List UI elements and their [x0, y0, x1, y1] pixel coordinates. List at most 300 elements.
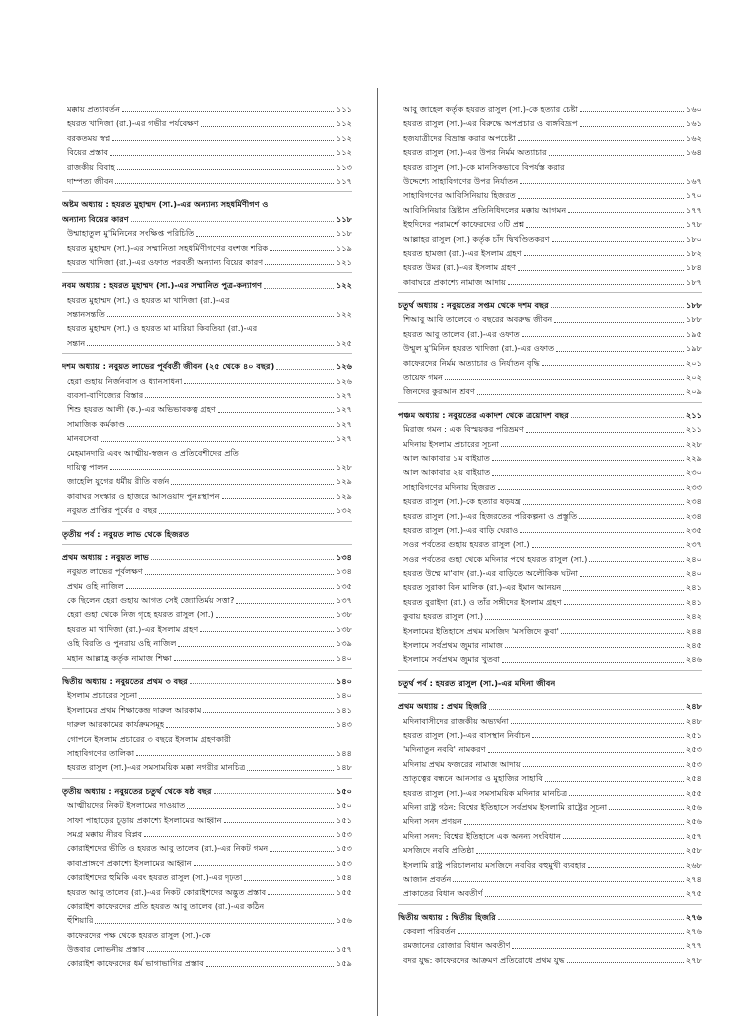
toc-entry[interactable] — [398, 232, 702, 246]
toc-section-heading[interactable] — [398, 910, 702, 924]
toc-page-number: ১২৭ — [336, 404, 352, 415]
toc-entry-title: মেহমানদারি এবং আত্মীয়-স্বজন ও প্রতিবেশীদের প্রতি — [67, 447, 239, 458]
toc-entry-title: ইহুদিদের পরামর্শে কাফেরদের ৩টি প্রশ্ন — [403, 219, 525, 230]
toc-page-number: ২৪০ — [686, 553, 702, 564]
toc-entry[interactable] — [398, 814, 702, 828]
toc-section-heading[interactable] — [62, 359, 352, 373]
dot-leader — [184, 383, 334, 384]
toc-entry-title: সমগ্র মক্কায় নীরব বিপ্লব — [67, 828, 143, 839]
toc-section-heading[interactable] — [62, 784, 352, 798]
toc-entry-title: কাবাপ্রাঙ্গণে প্রকাশ্যে ইসলামের আহ্বান — [67, 857, 192, 868]
toc-entry[interactable] — [62, 174, 352, 188]
dot-leader — [532, 547, 684, 548]
toc-entry[interactable] — [398, 465, 702, 479]
toc-page-number: ১৫৩ — [336, 843, 352, 854]
toc-entry-title: হযরত হামজা (রা.)-এর ইসলাম গ্রহণ — [403, 247, 522, 258]
dot-leader — [131, 221, 334, 222]
toc-page-number: ২৩৭ — [686, 539, 702, 550]
toc-page-number: ২৫৬ — [686, 816, 702, 827]
toc-page-number: ১২৭ — [336, 433, 352, 444]
toc-page-number: ১৬৭ — [686, 175, 702, 186]
toc-entry-title: হযরত উম্মে মা'বাদ (রা.)-এর বাড়িতে অলৌকিক ঘটনা — [403, 568, 578, 579]
toc-page-number: ১৫৪ — [336, 872, 352, 883]
toc-entry[interactable] — [62, 942, 352, 956]
toc-page-number: ১১৯ — [336, 242, 352, 253]
toc-entry-title: হযরত রাসুল (সা.)-এর বাসস্থান নির্বাচন — [403, 730, 531, 740]
toc-section-heading[interactable] — [62, 550, 352, 564]
toc-entry[interactable] — [62, 503, 352, 517]
toc-entry-title: কোরাইশ কাফেরদের ধর্ম ভাগাভাগির প্রস্তাব — [67, 958, 204, 969]
toc-entry-title: মিরাজ গমন : এক বিস্ময়কর পরিভ্রমণ — [403, 424, 524, 435]
toc-page-number: ১২২ — [336, 309, 352, 320]
toc-entry-title: মক্কায় প্রত্যাবর্তন — [67, 103, 120, 114]
toc-page-number: ১৫৫ — [336, 886, 352, 897]
toc-page-number: ১৪০ — [336, 652, 352, 663]
toc-entry[interactable] — [62, 321, 352, 335]
toc-section-heading[interactable] — [62, 212, 352, 226]
toc-page-number: ১৮৭ — [686, 276, 702, 287]
toc-section-heading[interactable] — [62, 674, 352, 688]
toc-entry[interactable] — [398, 145, 702, 159]
toc-entry[interactable] — [62, 116, 352, 130]
toc-entry-title: সন্তানসন্ততি — [67, 309, 105, 320]
toc-entry-title: শিশু হযরত আলী (ক.)-এর অভিভাবকত্ব গ্রহণ — [67, 404, 216, 415]
toc-entry[interactable] — [62, 688, 352, 702]
dot-leader — [492, 475, 684, 476]
toc-entry[interactable] — [62, 241, 352, 255]
toc-entry-title: বরকতময় স্বপ্ন — [67, 132, 111, 143]
toc-page-number: ১৮৮ — [686, 300, 702, 311]
toc-entry-title: হেরা গুহা থেকে নিজ গৃহে হযরত রাসুল (সা.) — [67, 609, 214, 620]
toc-entry[interactable] — [62, 474, 352, 488]
dot-leader — [206, 966, 334, 967]
dot-leader — [203, 712, 334, 713]
toc-entry-title: ইসলামের ইতিহাসে প্রথম মসজিদ 'মসজিদে কুবা' — [403, 625, 559, 636]
toc-page-number: ২৭৮ — [686, 954, 702, 965]
toc-page-number: ১৯৫ — [686, 328, 702, 339]
toc-entry[interactable] — [398, 116, 702, 130]
dot-leader — [196, 236, 334, 237]
toc-page-number: ২৩৩ — [686, 481, 702, 492]
toc-entry[interactable] — [62, 131, 352, 145]
toc-entry[interactable] — [398, 638, 702, 652]
toc-section-heading[interactable] — [398, 676, 702, 690]
toc-page-number: ১২৮ — [336, 461, 352, 472]
toc-entry[interactable] — [398, 953, 702, 967]
dot-leader — [563, 590, 684, 591]
dot-leader — [194, 865, 334, 866]
toc-entry[interactable] — [398, 451, 702, 465]
toc-entry-title: উম্মাহাতুল মু'মিনিনের সংক্ষিপ্ত পরিচিতি — [67, 228, 195, 239]
toc-entry-title: দ্বিতীয় অধ্যায় : নবুয়তের প্রথম ৩ বছর — [62, 676, 188, 687]
dot-leader — [502, 662, 684, 663]
toc-entry[interactable] — [398, 652, 702, 666]
toc-entry[interactable] — [398, 537, 702, 551]
toc-entry[interactable] — [398, 566, 702, 580]
dot-leader — [95, 923, 334, 924]
toc-page-number: ১৮৪ — [686, 262, 702, 273]
dot-leader — [580, 576, 684, 577]
toc-entry[interactable] — [62, 813, 352, 827]
toc-entry-title: উম্মুল মু'মিনিন হযরত খাদিজা (রা.)-এর ওফাত — [403, 343, 555, 354]
dot-leader — [115, 183, 334, 184]
toc-entry[interactable] — [62, 564, 352, 578]
dot-leader — [567, 962, 684, 963]
toc-page-number: ১৪৪ — [336, 748, 352, 758]
dot-leader — [187, 808, 334, 809]
dot-leader — [265, 264, 334, 265]
toc-entry[interactable] — [398, 742, 702, 756]
dot-leader — [453, 881, 684, 882]
toc-entry-title: চতুর্থ পর্ব : হযরত রাসুল (সা.)-এর মদিনা জীবন — [398, 677, 556, 688]
toc-page-number: ১৫৬ — [336, 915, 352, 926]
toc-page-number: ২৪৮ — [686, 715, 702, 726]
toc-page-number: ২৪১ — [686, 596, 702, 607]
toc-entry-title: দশম অধ্যায় : নবুয়ত লাভের পূর্ববর্তী জীবন (২৫ থেকে ৪০ বছর) — [62, 361, 275, 372]
toc-page-number: ১৯৮ — [686, 343, 702, 354]
toc-entry[interactable] — [398, 174, 702, 188]
dot-leader — [609, 809, 684, 810]
toc-entry-title: হযরত রাসুল (সা.)-কে মানসিকভাবে বিপর্যস্ত করার — [403, 161, 565, 172]
toc-entry[interactable] — [398, 102, 702, 116]
toc-entry-title: প্রাকাতের বিধান অবতীর্ণ — [403, 888, 483, 899]
toc-entry[interactable] — [398, 581, 702, 595]
toc-entry-title: আল্লাহর রাসুল (সা.) কর্তৃক চাঁদ দ্বিখণ্ডিতকরণ — [403, 233, 550, 244]
toc-entry-title: বদর যুদ্ধ: কাফেরদের আক্রমণ প্রতিরোধে প্রথম যুদ্ধ — [403, 954, 565, 965]
toc-entry[interactable] — [62, 293, 352, 307]
toc-entry[interactable] — [398, 384, 702, 398]
toc-entry[interactable] — [62, 913, 352, 927]
toc-entry-title: প্রথম ওহি নাজিল — [67, 580, 124, 591]
toc-entry[interactable] — [62, 417, 352, 431]
toc-entry[interactable] — [62, 956, 352, 970]
toc-entry-title: কে ছিলেন হেরা গুহায় আগত সেই জ্যোতির্ময় সত্তা? — [67, 595, 235, 606]
toc-entry[interactable] — [398, 624, 702, 638]
toc-entry[interactable] — [398, 714, 702, 728]
toc-page-number: ২৩০ — [686, 467, 702, 478]
toc-entry[interactable] — [398, 260, 702, 274]
toc-page-number: ১১৭ — [336, 175, 352, 186]
dot-leader — [112, 140, 334, 141]
toc-entry[interactable] — [62, 899, 352, 913]
toc-section-heading[interactable] — [62, 527, 352, 541]
toc-entry[interactable] — [398, 494, 702, 508]
toc-page-number: ১৬০ — [686, 103, 702, 114]
dot-leader — [524, 255, 684, 256]
toc-entry-title: মদিনাবাসীদের রাজকীয় অভ্যর্থনা — [403, 715, 509, 726]
toc-entry[interactable] — [398, 829, 702, 843]
toc-entry[interactable] — [398, 886, 702, 900]
toc-entry-title: জাহেলি যুগের ধর্মীয় রীতি বর্জন — [67, 476, 170, 487]
dot-leader — [488, 752, 685, 753]
toc-entry[interactable] — [62, 760, 352, 774]
toc-entry[interactable] — [62, 841, 352, 855]
toc-page-number: ২৩৪ — [686, 496, 702, 507]
toc-entry[interactable] — [398, 480, 702, 494]
toc-page-number: ১৫৩ — [336, 828, 352, 839]
toc-entry[interactable] — [398, 188, 702, 202]
toc-entry-title: কোরাইশদের হুমিকি এবং হযরত রাসুল (সা.)-এর দৃঢ়তা — [67, 872, 243, 883]
toc-entry[interactable] — [62, 622, 352, 636]
toc-entry[interactable] — [398, 160, 702, 174]
toc-section-heading[interactable] — [398, 699, 702, 713]
dot-leader — [117, 169, 334, 170]
dot-leader — [542, 365, 684, 366]
dot-leader — [505, 647, 684, 648]
toc-page-number: ১৬১ — [686, 118, 702, 129]
toc-entry-title: হযরত উমর (রা.)-এর ইসলাম গ্রহণ — [403, 262, 517, 273]
toc-entry-title: ইসলামে সর্বপ্রথম জুমার খুতবা — [403, 654, 500, 665]
toc-page-number: ১২৭ — [336, 418, 352, 429]
toc-entry[interactable] — [398, 757, 702, 771]
dot-leader — [477, 394, 684, 395]
toc-page-number: ২৭৭ — [686, 940, 702, 951]
toc-entry[interactable] — [398, 203, 702, 217]
toc-entry[interactable] — [62, 402, 352, 416]
toc-entry-title: হযরত রাসুল (সা.)-এর সমসাময়িক মদিনার মানচিত্র — [403, 787, 568, 798]
toc-page-number: ২৫৬ — [686, 801, 702, 812]
dot-leader — [87, 345, 334, 346]
toc-entry[interactable] — [398, 131, 702, 145]
toc-entry[interactable] — [398, 370, 702, 384]
toc-entry[interactable] — [62, 717, 352, 731]
dot-leader — [147, 951, 334, 952]
toc-entry-title: ইসলামি রাষ্ট্র পরিচালনায় মসজিদে নববির বহুমুখী ব্যবহার — [403, 859, 586, 870]
toc-entry-title: কাবাঘরে প্রকাশ্যে নামাজ আদায় — [403, 276, 506, 287]
toc-entry[interactable] — [398, 523, 702, 537]
toc-section-heading[interactable] — [62, 197, 352, 211]
toc-entry[interactable] — [398, 786, 702, 800]
toc-entry[interactable] — [62, 870, 352, 884]
toc-entry[interactable] — [398, 246, 702, 260]
dot-leader — [174, 660, 334, 661]
toc-entry[interactable] — [398, 924, 702, 938]
dot-leader — [512, 948, 684, 949]
dot-leader — [545, 781, 684, 782]
toc-entry-title: তৃতীয় অধ্যায় : নবুয়তের চতুর্থ থেকে ষষ্ঠ বছর — [62, 785, 212, 796]
toc-page-number: ১৩৪ — [336, 551, 352, 562]
toc-entry-title: তায়েফ গমন — [403, 372, 444, 383]
toc-entry-title: কোরাইশদের ভীতি ও হযরত আবু তালেব (রা.)-এর নিকট গমন — [67, 843, 269, 854]
toc-entry-title: মসজিদে নববি প্রতিষ্ঠা — [403, 845, 475, 856]
toc-entry[interactable] — [398, 728, 702, 742]
dot-leader — [458, 933, 684, 934]
toc-section-heading[interactable] — [398, 408, 702, 422]
toc-entry[interactable] — [62, 226, 352, 240]
dot-leader — [523, 766, 684, 767]
dot-leader — [485, 619, 684, 620]
toc-entry[interactable] — [398, 341, 702, 355]
toc-entry-title: কাফেরদের নির্মম অত্যাচার ও নির্যাতন বৃদ্ধি — [403, 357, 540, 368]
toc-entry[interactable] — [398, 437, 702, 451]
toc-page-number: ১৪০ — [336, 690, 352, 701]
dot-leader — [139, 698, 334, 699]
dot-leader — [508, 284, 684, 285]
toc-entry[interactable] — [62, 160, 352, 174]
toc-entry[interactable] — [62, 885, 352, 899]
toc-entry[interactable] — [62, 336, 352, 350]
toc-page-number: ১২৯ — [336, 490, 352, 501]
toc-entry[interactable] — [62, 145, 352, 159]
toc-page-number: ১৩৪ — [336, 566, 352, 577]
toc-entry[interactable] — [62, 431, 352, 445]
toc-entry-title: ইসলামে সর্বপ্রথম জুমার নামাজ — [403, 640, 503, 651]
toc-page-number: ২৩৪ — [686, 510, 702, 521]
toc-entry-title: হযরত রাসুল (সা.)-এর বিরুদ্ধে অপপ্রচার ও ব্যঙ্গবিদ্রূপ — [403, 118, 578, 129]
toc-entry-title: অষ্টম অধ্যায় : হযরত মুহাম্মদ (সা.)-এর অন্যান্য সহধর্মিণীগণ ও — [62, 199, 269, 210]
toc-entry[interactable] — [62, 732, 352, 746]
toc-page-number: ১৭০ — [686, 190, 702, 201]
toc-entry-title: সাফা পাহাড়ের চূড়ায় প্রকাশ্যে ইসলামের আহ্বান — [67, 814, 222, 825]
toc-entry[interactable] — [62, 593, 352, 607]
dot-leader — [178, 646, 334, 647]
toc-entry[interactable] — [62, 579, 352, 593]
toc-entry[interactable] — [62, 798, 352, 812]
toc-entry-title: দ্বিতীয় অধ্যায় : দ্বিতীয় হিজরি — [398, 911, 496, 922]
toc-page-number: ১২৯ — [336, 476, 352, 487]
toc-entry-title: নবুয়ত প্রাপ্তির পূর্বের ৫ বছর — [67, 505, 158, 516]
toc-entry[interactable] — [398, 327, 702, 341]
toc-entry-title: উত্তবার লোভনীয় প্রস্তাব — [67, 944, 145, 955]
toc-entry-title: গোপনে ইসলাম প্রচারের ৩ বছরে ইসলাম গ্রহণকারী — [67, 733, 231, 744]
toc-entry[interactable] — [62, 255, 352, 269]
toc-entry[interactable] — [398, 275, 702, 289]
toc-page-number: ২১১ — [686, 424, 702, 435]
toc-page-number: ২৫৪ — [686, 773, 702, 784]
toc-entry-title: হজযাত্রীদের বিভ্রান্ত করার অপচেষ্টা — [403, 132, 516, 143]
toc-entry-title: সাহাবিগণের আবিসিনিয়ায় হিজরত — [403, 190, 516, 201]
toc-entry[interactable] — [62, 102, 352, 116]
toc-page-number: ১৩৮ — [336, 609, 352, 620]
dot-leader — [518, 140, 684, 141]
toc-entry-title: হযরত আবু তালেব (রা.)-এর ওফাত — [403, 328, 520, 339]
toc-page-number: ২১১ — [686, 409, 702, 420]
toc-entry[interactable] — [62, 446, 352, 460]
dot-leader — [549, 155, 684, 156]
dot-leader — [144, 836, 334, 837]
toc-page-number: ২৪৬ — [686, 654, 702, 665]
toc-entry[interactable] — [398, 356, 702, 370]
toc-entry-title: উদ্দেশ্যে সাহাবিগণের উপর নির্যাতন — [403, 175, 519, 186]
dot-leader — [214, 793, 335, 794]
dot-leader — [247, 770, 334, 771]
toc-entry[interactable] — [62, 307, 352, 321]
toc-entry-title: সওর পর্বতের গুহায় হযরত রাসুল (সা.) — [403, 539, 530, 550]
toc-page-number: ১৬৪ — [686, 147, 702, 158]
toc-entry-title: হযরত রাসুল (সা.)-এর সমসাময়িক মক্কা নগরীর মানচিত্র — [67, 762, 246, 773]
toc-section-heading[interactable] — [398, 298, 702, 312]
toc-page-number: ২০৯ — [686, 386, 702, 397]
toc-entry[interactable] — [398, 312, 702, 326]
toc-entry[interactable] — [62, 651, 352, 665]
toc-page-number: ১৩৯ — [336, 638, 352, 649]
toc-entry[interactable] — [398, 938, 702, 952]
toc-entry[interactable] — [398, 800, 702, 814]
toc-entry-title: হযরত রাসুল (সা.)-কে হত্যার ষড়যন্ত্র — [403, 496, 521, 507]
toc-section-heading[interactable] — [62, 278, 352, 292]
toc-page-number: ১২৬ — [336, 361, 352, 372]
toc-entry[interactable] — [398, 595, 702, 609]
toc-page-number: ১২২ — [336, 280, 352, 291]
toc-page-number: ১২৬ — [336, 375, 352, 386]
toc-entry-title: 'মদিনাতুন নববি' নামকরণ — [403, 744, 486, 755]
dot-leader — [569, 795, 684, 796]
toc-entry[interactable] — [62, 374, 352, 388]
toc-entry-title: ওহি বিরতি ও পুনরায় ওহি নাজিল — [67, 638, 177, 649]
toc-entry-title: মদিনায় প্রথম ফজরের নামাজ আদায় — [403, 758, 521, 769]
toc-page-number: ২৪৫ — [686, 640, 702, 651]
toc-entry-title: হযরত খাদিজা (রা.)-এর গভীর পর্যবেক্ষণ — [67, 118, 199, 129]
toc-page-number: ১১৮ — [336, 228, 352, 239]
dot-leader — [445, 379, 684, 380]
toc-entry-title: কাফেরদের পক্ষ থেকে হযরত রাসুল (সা.)-কে — [67, 929, 211, 940]
toc-page-number: ২৪৮ — [686, 701, 702, 712]
toc-entry[interactable] — [398, 422, 702, 436]
toc-page-number: ১৪০ — [336, 676, 352, 687]
toc-page-number: ২২৮ — [686, 438, 702, 449]
toc-entry[interactable] — [62, 608, 352, 622]
toc-entry-title: ইসলামের প্রথম শিক্ষাকেন্দ্র দারুল আরকাম — [67, 704, 202, 715]
toc-entry-title: জিনদের কুরআন শ্রবণ — [403, 386, 475, 397]
dot-leader — [151, 559, 334, 560]
dot-leader — [110, 155, 334, 156]
toc-entry[interactable] — [62, 489, 352, 503]
toc-entry-title: সাহাবিগণের তালিকা — [67, 748, 135, 758]
toc-entry-title: মদিনা রাষ্ট্র গঠন: বিশ্বের ইতিহাসে সর্বপ্রথম ইসলামি রাষ্ট্রের সূচনা — [403, 801, 608, 812]
toc-entry[interactable] — [398, 843, 702, 857]
toc-entry-title: নবম অধ্যায় : হযরত মুহাম্মদ (সা.)-এর সম্মানিত পুত্র-কন্যাগণ — [62, 280, 263, 291]
toc-page-number: ১৫৯ — [336, 958, 352, 969]
dot-leader — [270, 851, 334, 852]
dot-leader — [489, 709, 684, 710]
toc-entry[interactable] — [62, 746, 352, 760]
dot-leader — [579, 518, 684, 519]
toc-entry-title: পঞ্চম অধ্যায় : নবুয়তের একাদশ থেকে ত্রয়োদশ বছর — [398, 409, 569, 420]
toc-entry[interactable] — [62, 636, 352, 650]
toc-entry[interactable] — [398, 552, 702, 566]
toc-entry[interactable] — [62, 827, 352, 841]
toc-entry[interactable] — [398, 858, 702, 872]
dot-leader — [476, 853, 684, 854]
toc-entry-title: হযরত মুহাম্মদ (সা.) ও হযরত মা মারিয়া কিবতিয়া (রা.)-এর — [67, 323, 258, 334]
toc-entry[interactable] — [62, 460, 352, 474]
toc-entry[interactable] — [62, 388, 352, 402]
dot-leader — [159, 513, 334, 514]
toc-page-number: ১১২ — [336, 147, 352, 158]
toc-page-number: ২৪০ — [686, 568, 702, 579]
toc-entry-title: বিয়ের প্রস্তাব — [67, 147, 109, 158]
toc-entry-title: সন্তান — [67, 337, 86, 348]
toc-entry[interactable] — [398, 609, 702, 623]
toc-entry[interactable] — [62, 928, 352, 942]
toc-page-number: ১৫৭ — [336, 944, 352, 955]
dot-leader — [520, 532, 684, 533]
toc-page-number: ১১২ — [336, 132, 352, 143]
toc-page-number: ১২৭ — [336, 390, 352, 401]
toc-entry-title: চতুর্থ অধ্যায় : নবুয়তের সপ্তম থেকে দশম বছর — [398, 300, 549, 311]
toc-entry[interactable] — [62, 703, 352, 717]
toc-page-number: ২৭৫ — [686, 888, 702, 899]
toc-entry[interactable] — [398, 771, 702, 785]
toc-entry-title: রমজানের রোজার বিধান অবতীর্ণ — [403, 940, 511, 951]
toc-entry[interactable] — [62, 856, 352, 870]
toc-entry[interactable] — [398, 217, 702, 231]
toc-entry-title: আত্মীয়দের নিকট ইসলামের দাওয়াত — [67, 800, 186, 811]
toc-page-number: ১৫৩ — [336, 857, 352, 868]
toc-entry[interactable] — [398, 509, 702, 523]
toc-entry-title: দায়িত্ব পালন — [67, 461, 109, 472]
toc-entry[interactable] — [398, 872, 702, 886]
